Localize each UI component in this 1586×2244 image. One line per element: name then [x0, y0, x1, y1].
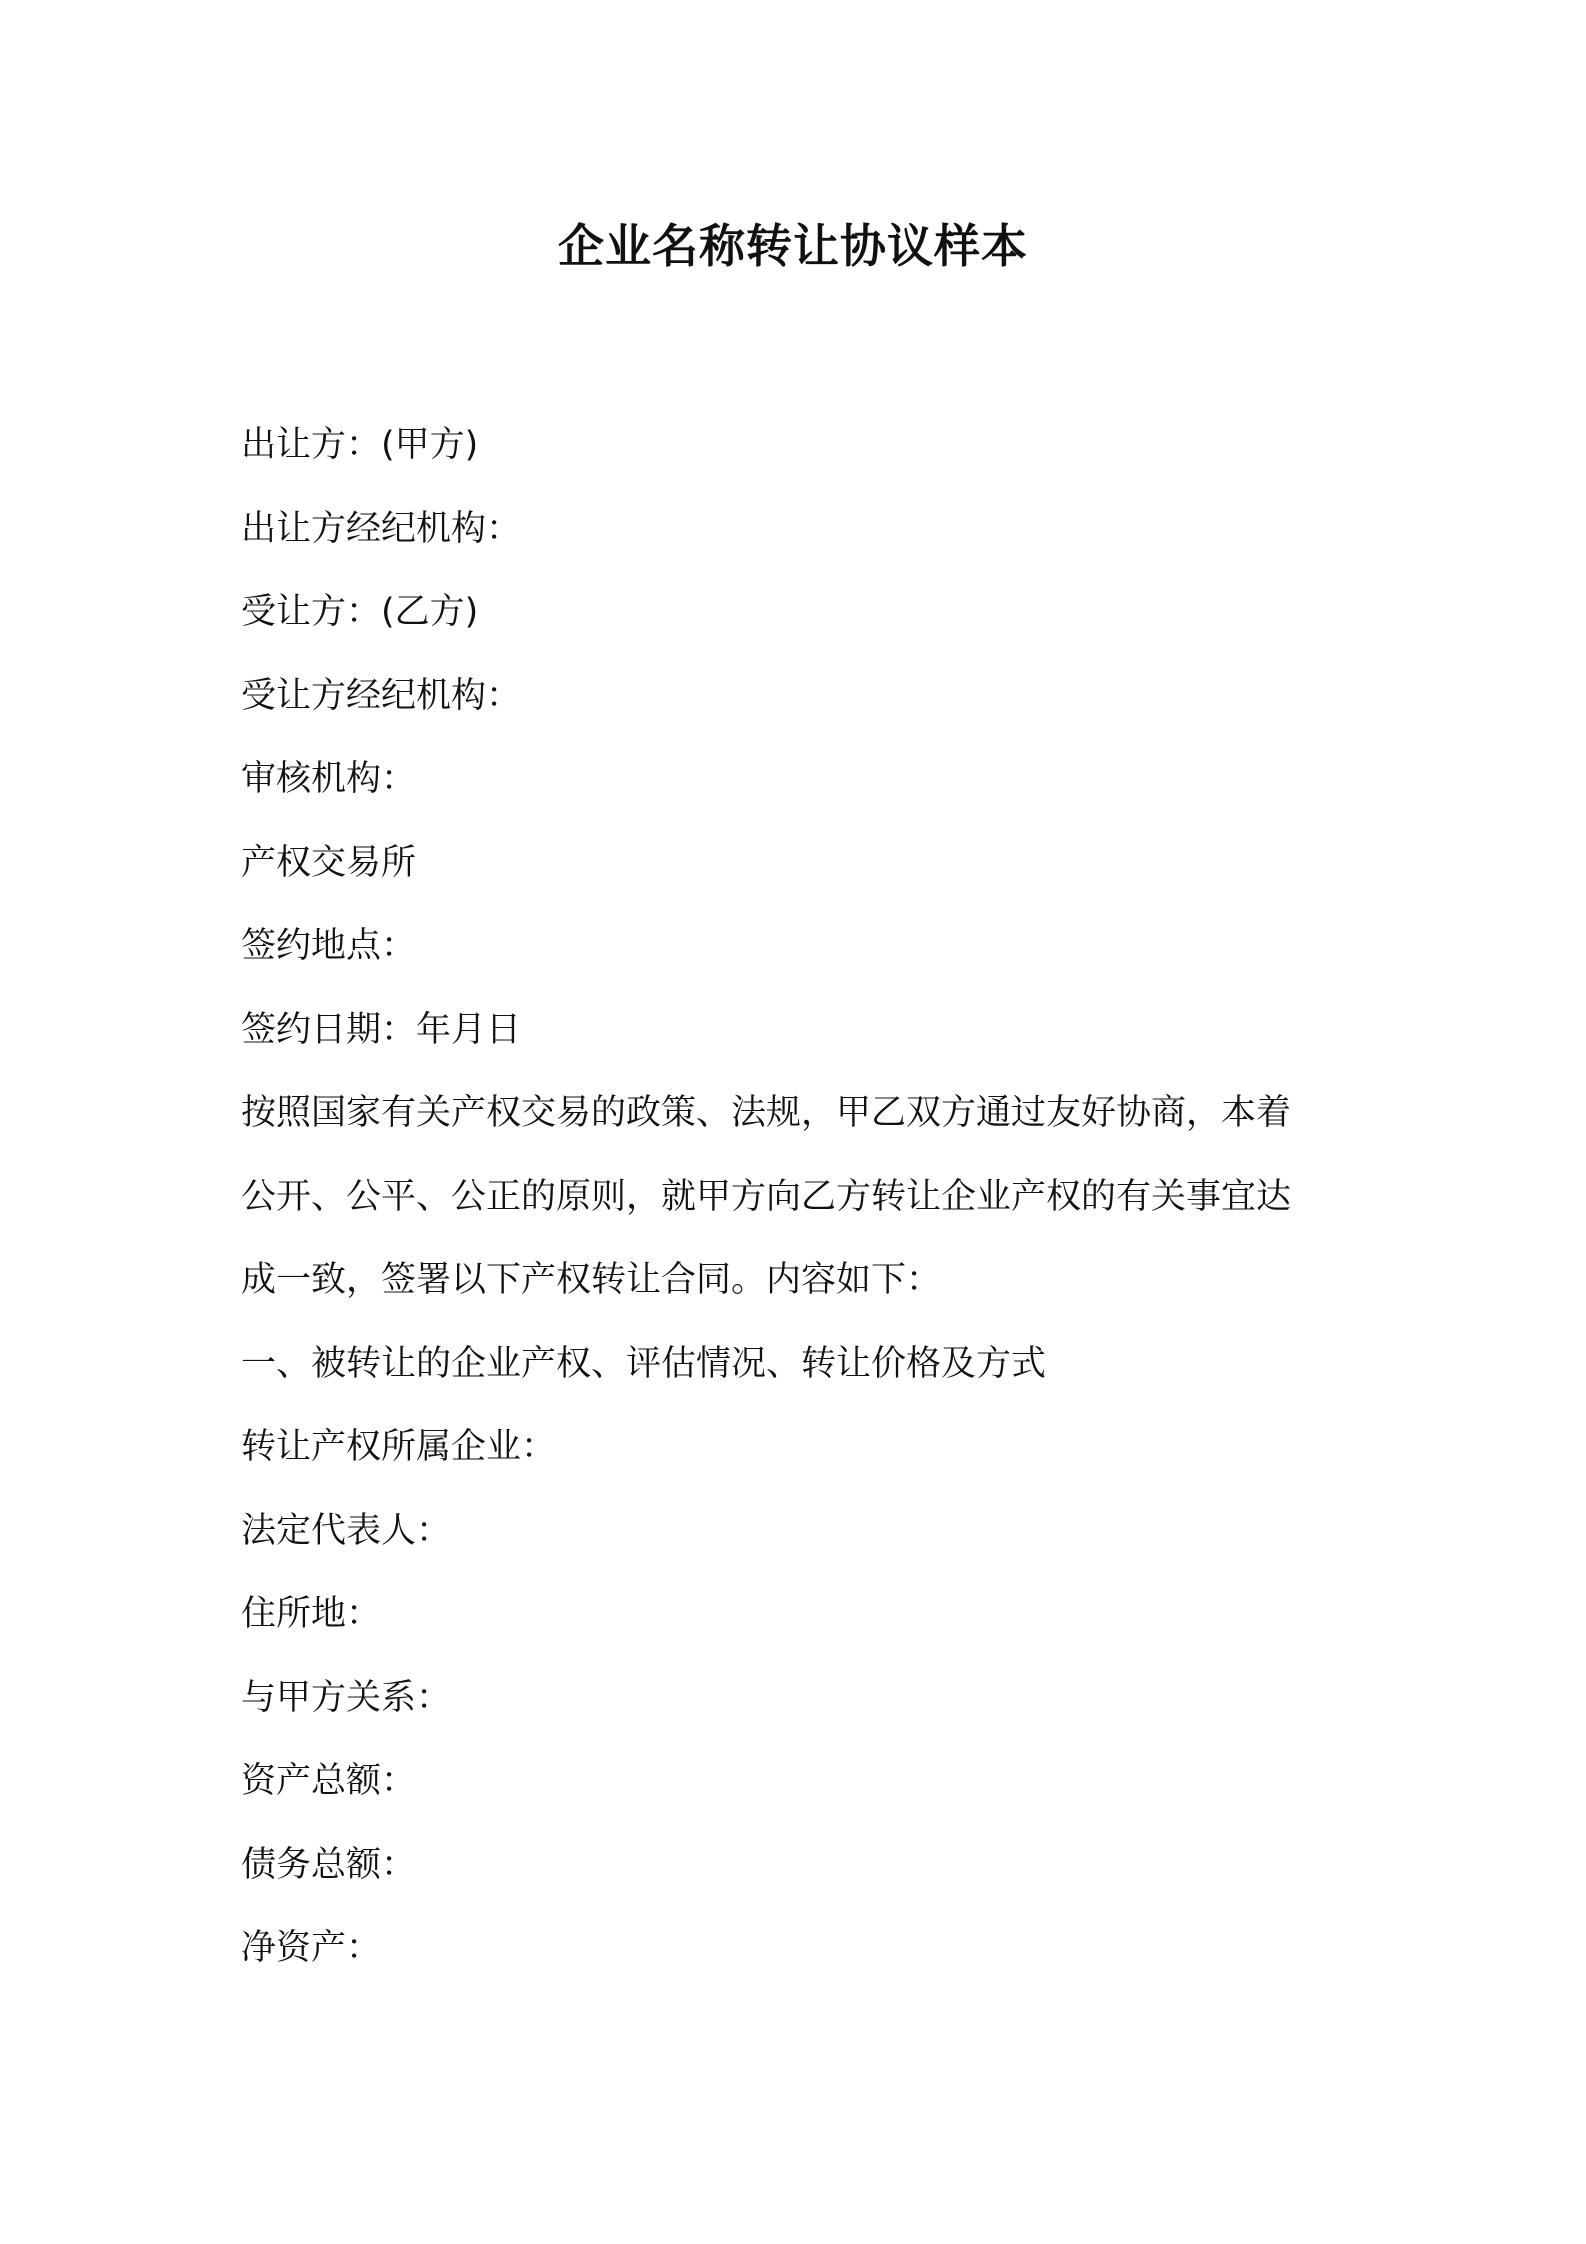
preamble-line-1: 按照国家有关产权交易的政策、法规，甲乙双方通过友好协商，本着 [241, 1093, 1292, 1133]
party-a-line: 出让方：(甲方) [241, 425, 479, 465]
party-b-line: 受让方：(乙方) [241, 592, 479, 632]
legal-rep-line: 法定代表人： [241, 1510, 452, 1551]
document-title: 企业名称转让协议样本 [558, 219, 1028, 273]
net-assets-line: 净资产： [241, 1928, 382, 1968]
relation-line: 与甲方关系： [241, 1677, 452, 1718]
document-body [241, 404, 1361, 1991]
party-b-broker-line: 受让方经纪机构： [241, 675, 522, 716]
exchange-line: 产权交易所 [241, 842, 417, 883]
total-debt-line: 债务总额： [241, 1844, 417, 1885]
party-a-broker-line: 出让方经纪机构： [241, 508, 522, 549]
section-heading-1: 一、被转让的企业产权、评估情况、转让价格及方式 [241, 1343, 1047, 1384]
preamble-line-3: 成一致，签署以下产权转让合同。内容如下： [241, 1260, 942, 1300]
review-agency-line: 审核机构： [241, 759, 417, 799]
preamble-line-2: 公开、公平、公正的原则，就甲方向乙方转让企业产权的有关事宜达 [241, 1176, 1292, 1217]
address-line: 住所地： [241, 1594, 382, 1634]
total-assets-line: 资产总额： [241, 1761, 417, 1801]
signing-place-line: 签约地点： [241, 926, 417, 966]
enterprise-line: 转让产权所属企业： [241, 1427, 557, 1467]
signing-date-line: 签约日期：年月日 [241, 1009, 522, 1050]
